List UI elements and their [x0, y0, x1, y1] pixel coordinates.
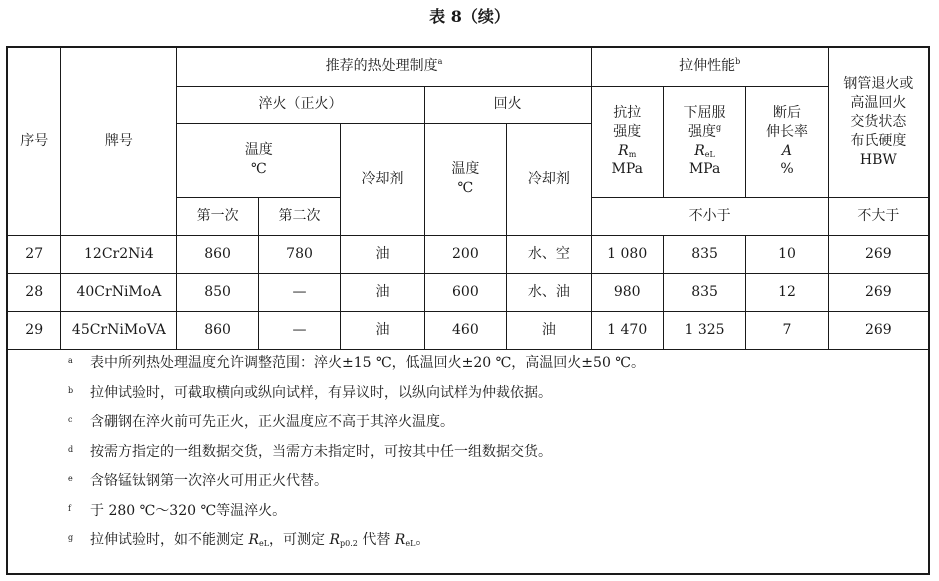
header-temper-coolant: 冷却剂: [507, 123, 592, 235]
footnote-e: e 含铬锰钛钢第一次淬火可用正火代替。: [68, 473, 328, 489]
cell-quench-2: —: [258, 273, 340, 311]
header-first: 第一次: [177, 197, 258, 235]
cell-no: 28: [8, 273, 61, 311]
heat-treatment-table: [8, 48, 928, 350]
footnote-c: c 含硼钢在淬火前可先正火，正火温度应不高于其淬火温度。: [68, 414, 454, 430]
footnote-a: a 表中所列热处理温度允许调整范围：淬火±15 ℃，低温回火±20 ℃，高温回火±50 ℃。: [68, 355, 645, 371]
header-elongation: 断后 伸长率 A %: [746, 86, 828, 197]
cell-rel: 1 325: [663, 311, 745, 349]
cell-temper-temp: 600: [424, 273, 506, 311]
cell-no: 29: [8, 311, 61, 349]
header-seq: 序号: [8, 48, 61, 235]
header-tensile: 拉伸性能$^b$: [591, 48, 828, 86]
cell-rm: 1 470: [591, 311, 663, 349]
cell-hbw: 269: [828, 273, 928, 311]
cell-temper-coolant: 水、空: [507, 235, 592, 273]
header-second: 第二次: [258, 197, 340, 235]
header-not-less: 不小于: [591, 197, 828, 235]
cell-rel: 835: [663, 235, 745, 273]
cell-elongation: 7: [746, 311, 828, 349]
table-row: [8, 311, 928, 349]
cell-grade: 12Cr2Ni4: [61, 235, 177, 273]
cell-temper-temp: 200: [424, 235, 506, 273]
cell-quench-1: 860: [177, 311, 258, 349]
cell-quench-coolant: 油: [341, 235, 424, 273]
cell-quench-coolant: 油: [341, 311, 424, 349]
header-heat-treatment: 推荐的热处理制度$^a$: [177, 48, 591, 86]
cell-rm: 1 080: [591, 235, 663, 273]
cell-elongation: 12: [746, 273, 828, 311]
cell-hbw: 269: [828, 235, 928, 273]
cell-quench-coolant: 油: [341, 273, 424, 311]
cell-no: 27: [8, 235, 61, 273]
header-grade: 牌号: [61, 48, 177, 235]
cell-grade: 45CrNiMoVA: [61, 311, 177, 349]
footnote-g: g 拉伸试验时，如不能测定 $R_{eL}$，可测定 $R_{p0.2}$ 代替 $R_{eL}$。: [68, 532, 430, 548]
cell-hbw: 269: [828, 311, 928, 349]
header-not-more: 不大于: [828, 197, 928, 235]
cell-rel: 835: [663, 273, 745, 311]
cell-quench-2: 780: [258, 235, 340, 273]
cell-temper-coolant: 油: [507, 311, 592, 349]
cell-quench-1: 850: [177, 273, 258, 311]
cell-rm: 980: [591, 273, 663, 311]
footnote-d: d 按需方指定的一组数据交货，当需方未指定时，可按其中任一组数据交货。: [68, 443, 552, 460]
cell-temper-temp: 460: [424, 311, 506, 349]
spec-table-frame: [6, 46, 930, 575]
header-rm: 抗拉 强度 $R_m$ MPa: [591, 86, 663, 197]
footnote-b: b 拉伸试验时，可截取横向或纵向试样，有异议时，以纵向试样为仲裁依据。: [68, 384, 552, 401]
footnotes: [68, 346, 645, 553]
cell-quench-2: —: [258, 311, 340, 349]
cell-elongation: 10: [746, 235, 828, 273]
header-quench: 淬火（正火）: [177, 86, 424, 123]
header-hbw: 钢管退火或 高温回火 交货状态 布氏硬度 HBW: [828, 48, 928, 197]
header-quench-coolant: 冷却剂: [341, 123, 424, 235]
table-caption: 表 8（续）: [429, 7, 510, 26]
footnote-f: f 于 280 ℃～320 ℃等温淬火。: [68, 502, 287, 519]
header-temper-temp: 温度 ℃: [424, 123, 506, 235]
header-rel: 下屈服 强度$^g$ $R_{eL}$ MPa: [663, 86, 745, 197]
header-quench-temp: 温度 ℃: [177, 123, 341, 197]
cell-temper-coolant: 水、油: [507, 273, 592, 311]
table-row: [8, 235, 928, 273]
cell-grade: 40CrNiMoA: [61, 273, 177, 311]
table-row: [8, 273, 928, 311]
header-temper: 回火: [424, 86, 591, 123]
cell-quench-1: 860: [177, 235, 258, 273]
